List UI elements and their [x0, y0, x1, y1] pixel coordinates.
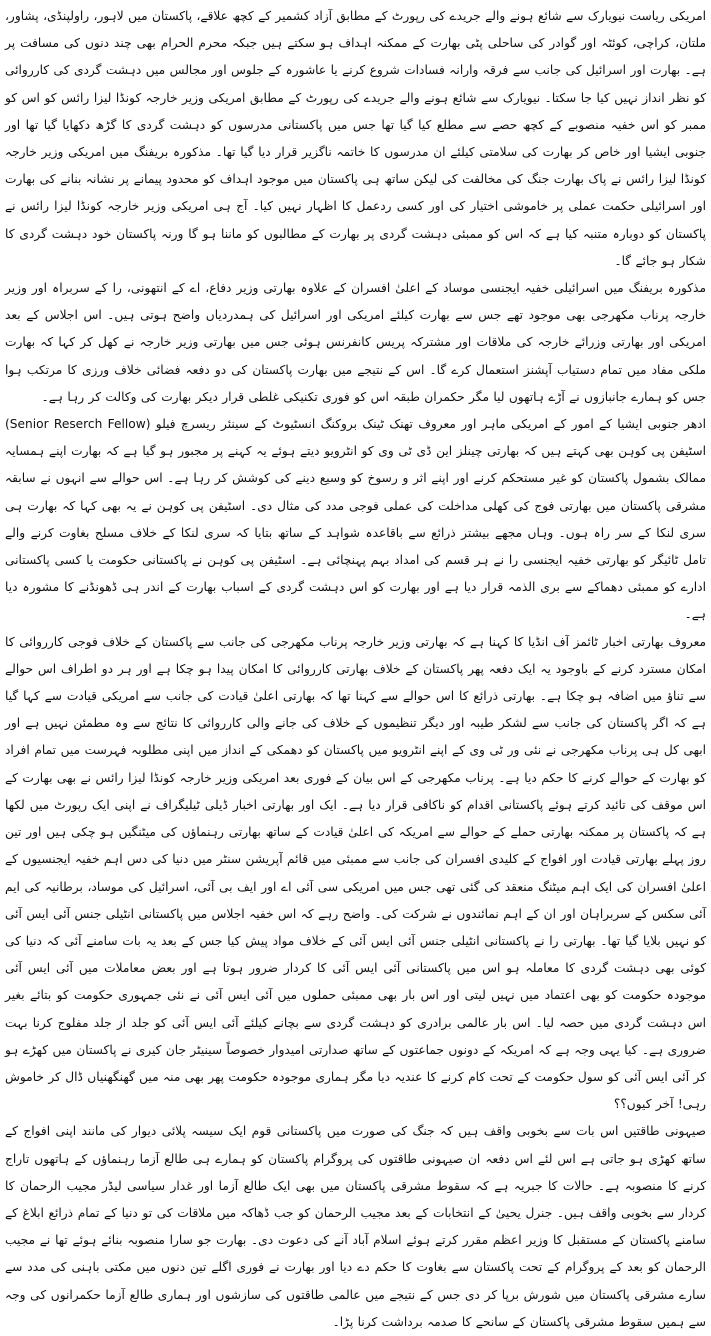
article-paragraph: صیہونی طاقتیں اس بات سے بخوبی واقف ہیں کہ جنگ کی صورت میں پاکستانی قوم ایک سیسہ پلائی دیوار کی مانند اپنی افواج کے ساتھ کھڑی ہو جاتی ہے اس لئے اس دفعہ ان صیہونی طاقتوں کی پروگرام پاکستان کو ہمارے ہی طالع آزما رہنماؤں کے ہاتھوں تاراج کرنے کا منصوبہ ہے۔ حالات کا جبریہ ہے کہ سقوط مشرقی پاکستان میں بھی ایک طالع آزما اور غدار سیاسی لیڈر مجیب الرحمان کا کردار سے بخوبی واقف ہیں۔ جنرل یحییٰ کے انتخابات کے بعد مجیب الرحمان کو جب ڈھاکہ میں ملاقات کی تو دنیا کے تمام ذرائع ابلاغ کے سامنے پاکستان کے مستقبل کا وزیر اعظم مقرر کرتے ہوئے اسلام آباد آنے کی دعوت دی۔ بھارت جو سارا منصوبہ بنائے ہوئے تھا نے مجیب الرحمان کو بعد کے پروگرام کے تحت پاکستان سے بغاوت کا حکم دے دیا اور بھارت نے فوری اگلے تین دنوں میں مکتی باہنی کی مدد سے سارے مشرقی پاکستان میں شورش برپا کر دی جس کے نتیجے میں عالمی طاقتوں کی سازشوں اور ہماری طالع آزما حکمرانوں کی وجہ سے ہمیں سقوط مشرقی پاکستان کے سانحے کا صدمہ برداشت کرنا پڑا۔ [5, 1124, 706, 1329]
article-paragraph: معروف بھارتی اخبار ٹائمز آف انڈیا کا کہنا ہے کہ بھارتی وزیر خارجہ پرناب مکھرجی کی جانب سے پاکستان کے خلاف فوجی کارروائی کا امکان مسترد کرنے کے باوجود یہ ایک دفعہ پھر پاکستان کے خلاف بھارتی کارروائی کا امکان پیدا ہو چکا ہے اور ہر دو اطراف اس حوالے سے تناؤ میں اضافہ ہو چکا ہے۔ بھارتی ذرائع کا اس حوالے سے کہنا تھا کہ بھارتی اعلیٰ قیادت کی جانب سے امریکی قیادت سے کہا گیا ہے کہ اگر پاکستان کی جانب سے لشکر طیبہ اور دیگر تنظیموں کے خلاف کی جانے والی کارروائی کا نتائج سے وہ مطمئن نہیں ہے اور ابھی کل ہی پرناب مکھرجی نے نئی ور ٹی وی کے اپنے انٹرویو میں پاکستان کو دھمکی کے انداز میں اپنی مطلوبہ فہرست میں تمام افراد کو بھارت کے حوالے کرنے کا حکم دیا ہے۔ پرناب مکھرجی کے اس بیان کے فوری بعد امریکی وزیر خارجہ کونڈا لیزا رائس نے بھی بھارت کے اس موقف کی تائید کرتے ہوئے پاکستانی اقدام کو ناکافی قرار دیا ہے۔ ایک اور بھارتی اخبار ڈیلی ٹیلیگراف نے اپنی ایک رپورٹ میں لکھا ہے کہ پاکستان پر ممکنہ بھارتی حملے کے حوالے سے امریکہ کی اعلیٰ قیادت کے ساتھ بھارتی رہنماؤں کی میٹنگیں ہو چکی ہیں اور تین روز پہلے بھارتی قیادت اور افواج کے کلیدی افسران کی جانب سے ممبئی میں قائم آپریشن سنٹر میں دنیا کی دس اہم خفیہ ایجنسیوں کے اعلیٰ افسران کی ایک اہم میٹنگ منعقد کی گئی تھی جس میں امریکی سی آئی اے اور ایف بی آئی، اسرائیل کی موساد، برطانیہ کی ایم آئی سکس کے سربراہان اور ان کے اہم نمائندوں نے شرکت کی۔ واضح رہے کہ اس خفیہ اجلاس میں پاکستانی انٹیلی جنس آئی ایس آئی کو نہیں بلایا گیا تھا۔ بھارتی را نے پاکستانی انٹیلی جنس آئی ایس آئی کے خلاف مواد پیش کیا جس کے بعد یہ بات سامنے آئی کہ دنیا کی کوئی بھی دہشت گردی کا معاملہ ہو اس میں پاکستانی آئی ایس آئی کا کردار ضرور ہوتا ہے اور بعض معاملات میں آئی ایس آئی موجودہ حکومت کو بھی اعتماد میں نہیں لیتی اور اس بار بھی ممبئی حملوں میں آئی ایس آئی نے نئی جمہوری حکومت کو بتائے بغیر اس دہشت گردی میں حصہ لیا۔ اس بار عالمی برادری کو دہشت گردی سے بچانے کیلئے آئی ایس آئی کو جلد از جلد مفلوج کرنا بہت ضروری ہے۔ کیا یہی وجہ ہے کہ امریکہ کے دونوں جماعتوں کے ساتھ صدارتی امیدوار خصوصاً سینیٹر جان کیری نے پاکستان میں کھڑے ہو کر آئی ایس آئی کو سول حکومت کے تحت کام کرنے کا عندیہ دیا مگر ہماری موجودہ حکومت پھر بھی منہ میں گھنگھنیاں ڈال کر خاموش رہی! آخر کیوں؟؟ [5, 634, 706, 1112]
article-paragraph: امریکی ریاست نیویارک سے شائع ہونے والے جریدے کی رپورٹ کے مطابق آزاد کشمیر کے کچھ علاقے، پاکستان میں لاہور، راولپنڈی، پشاور، ملتان، کراچی، کوئٹہ اور گوادر کی ساحلی پٹی بھارت کے ممکنہ اہداف ہو سکتے ہیں جبکہ محرم الحرام بھی چند دنوں کی مسافت پر ہے۔ بھارت اور اسرائیل کی جانب سے فرقہ وارانہ فسادات شروع کرنے یا عاشورہ کے جلوس اور مجالس میں دہشت گردی کی کارروائی کو نظر انداز نہیں کیا جا سکتا۔ نیویارک سے شائع ہونے والے جریدے کی رپورٹ کے مطابق امریکی وزیر خارجہ کونڈا لیزا رائس کو اس کو ممبر کو اس خفیہ منصوبے کے کچھ حصے سے مطلع کیا گیا تھا جس میں پاکستانی مدرسوں کو دہشت گردی کا گڑھ دکھایا گیا تھا اور جنوبی ایشیا اور خاص کر بھارت کی سلامتی کیلئے ان مدرسوں کا خاتمہ ناگزیر قرار دیا گیا تھا۔ مذکورہ بریفنگ میں امریکی وزیر خارجہ کونڈا لیزا رائس نے پاک بھارت جنگ کی مخالفت کی لیکن ساتھ ہی پاکستان میں موجود اہداف کو محدود پیمانے پر نشانہ بنانے کی بھارت اور اسرائیلی حکمت عملی پر خاموشی اختیار کی اور کسی ردعمل کا اظہار نہیں کیا۔ آج ہی امریکی وزیر خارجہ کونڈا لیزا رائس نے پاکستان کو دوبارہ متنبہ کیا ہے کہ اس کو ممبئی دہشت گردی پر بھارت کے مطالبوں کو ماننا ہو گا ورنہ پاکستان خود دہشت گردی کا شکار ہو جائے گا۔ [5, 9, 706, 268]
article-paragraph: مذکورہ بریفنگ میں اسرائیلی خفیہ ایجنسی موساد کے اعلیٰ افسران کے علاوہ بھارتی وزیر دفاع، اے کے انتھونی، را کے سربراہ اور وزیر خارجہ پرناب مکھرجی بھی موجود تھے جس سے بھارت کیلئے امریکی اور اسرائیل کی ہمدردیاں واضح ہوتی ہیں۔ اس اجلاس کے بعد امریکی اور بھارتی وزرائے خارجہ کی ملاقات اور مشترکہ پریس کانفرنس ہوئی جس میں بھارتی وزیر خارجہ نے کھل کر کہا کہ بھارت ملکی مفاد میں تمام دستیاب آپشنز استعمال کرے گا۔ اس کے نتیجے میں بھارت پاکستان کی دو دفعہ فضائی خلاف ورزی کا مرتکب ہوا جس کو ہمارے جانبازوں نے آڑے ہاتھوں لیا مگر حکمران طبقہ اس کو فوری تکنیکی غلطی قرار دیکر بھارت کی وکالت کر رہا ہے۔ [5, 281, 706, 404]
article-paragraph: ادھر جنوبی ایشیا کے امور کے امریکی ماہر اور معروف تھنک ٹینک بروکنگ انسٹیوٹ کے سینئر ریسرچ فیلو (Senior Reserch Fellow) اسٹیفن پی کوہن بھی کہتے ہیں کہ بھارتی چینلز این ڈی ٹی وی کو انٹرویو دیتے ہوئے یہ کہنے پر مجبور ہو گیا ہے کہ بھارت اپنے ہمسایہ ممالک بشمول پاکستان کو غیر مستحکم کرنے اور اپنے اثر و رسوخ کو وسیع دینے کی کوشش کر رہا ہے۔ اس حوالے سے انہوں نے سابقہ مشرقی پاکستان میں بھارتی فوج کی کھلی مداخلت کی عملی فوجی مدد کی مثال دی۔ اسٹیفن پی کوہن نے یہ بھی کہا کہ بھارت ہی سری لنکا کے سر راہ ہوں۔ وہاں مجھے بیشتر ذرائع سے باقاعدہ شواہد کے ساتھ بتایا کہ سری لنکا کے خلاف مسلح بغاوت کرنے والے تامل ٹائیگر کو بھارتی خفیہ ایجنسی را نے ہر قسم کی امداد بہم پہنچائی ہے۔ اسٹیفن پی کوہن نے پاکستانی حکومت یا کسی پاکستانی ادارے کو ممبئی دھماکے سے بری الذمہ قرار دیا ہے اور بھارت کو اس دہشت گردی کے اسباب بھارت کے اندر ہی ڈھونڈنے کا مشورہ دیا ہے۔ [5, 417, 706, 622]
